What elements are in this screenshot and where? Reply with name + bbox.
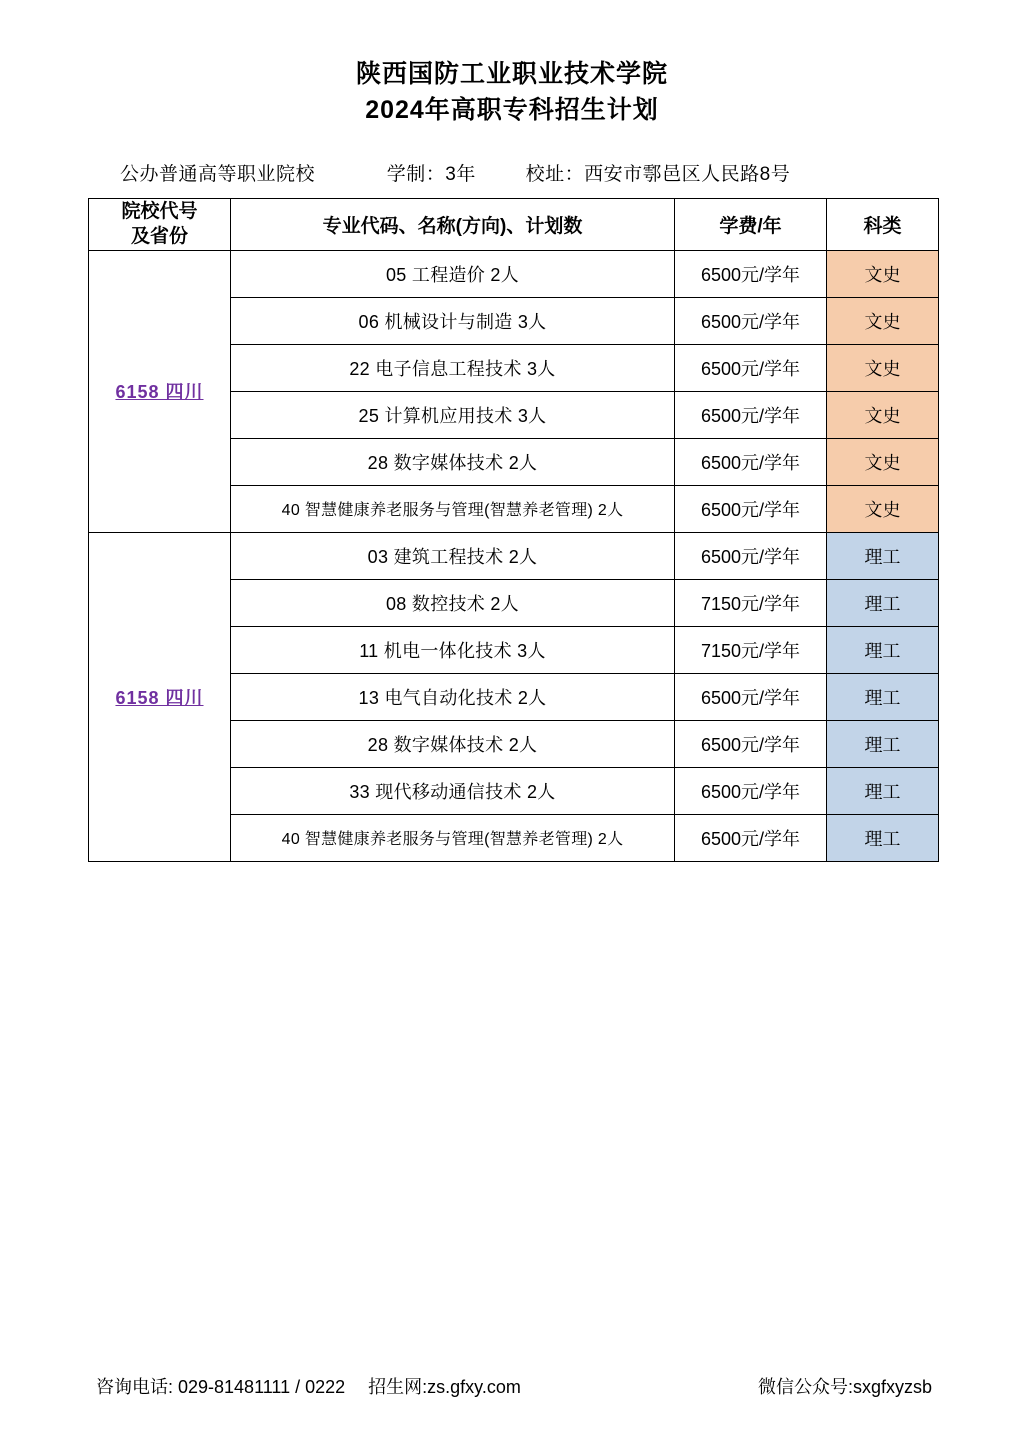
- category-cell: 理工: [827, 532, 939, 579]
- category-cell: 理工: [827, 814, 939, 861]
- footer-website: 招生网:zs.gfxy.com: [368, 1377, 521, 1397]
- fee-cell: 6500元/学年: [675, 250, 827, 297]
- column-header-fee: 学费/年: [675, 198, 827, 250]
- fee-cell: 7150元/学年: [675, 579, 827, 626]
- column-header-code-line1: 院校代号: [121, 200, 198, 222]
- major-cell: 11 机电一体化技术 3人: [231, 626, 675, 673]
- major-cell: 33 现代移动通信技术 2人: [231, 767, 675, 814]
- table-header-row: [89, 198, 939, 250]
- category-cell: 文史: [827, 297, 939, 344]
- school-address-text: 校址：西安市鄠邑区人民路8号: [525, 163, 791, 185]
- fee-cell: 6500元/学年: [675, 297, 827, 344]
- page-title: 陕西国防工业职业技术学院: [355, 60, 668, 88]
- major-cell: 25 计算机应用技术 3人: [231, 391, 675, 438]
- fee-cell: 6500元/学年: [675, 438, 827, 485]
- major-cell: 03 建筑工程技术 2人: [231, 532, 675, 579]
- column-header-code: [89, 198, 231, 250]
- school-type-text: 公办普通高等职业院校: [120, 163, 316, 185]
- major-cell: 28 数字媒体技术 2人: [231, 438, 675, 485]
- table-row: [89, 532, 939, 579]
- fee-cell: 6500元/学年: [675, 767, 827, 814]
- column-header-major: 专业代码、名称(方向)、计划数: [231, 198, 675, 250]
- footer-phone: 咨询电话: 029-81481111 / 0222: [96, 1377, 346, 1397]
- institution-code-cell: 6158 四川: [89, 250, 231, 532]
- major-cell: 22 电子信息工程技术 3人: [231, 344, 675, 391]
- category-cell: 理工: [827, 579, 939, 626]
- study-length-text: 学制：3年: [386, 163, 476, 185]
- fee-cell: 6500元/学年: [675, 720, 827, 767]
- table-row: [89, 250, 939, 297]
- category-cell: 文史: [827, 344, 939, 391]
- column-header-code-line2: 及省份: [130, 226, 188, 248]
- category-cell: 理工: [827, 767, 939, 814]
- fee-cell: 6500元/学年: [675, 344, 827, 391]
- column-header-category: 科类: [827, 198, 939, 250]
- fee-cell: 6500元/学年: [675, 391, 827, 438]
- school-info-line: [0, 159, 1024, 186]
- page-subtitle: 2024年高职专科招生计划: [365, 96, 659, 125]
- fee-cell: 7150元/学年: [675, 626, 827, 673]
- fee-cell: 6500元/学年: [675, 532, 827, 579]
- institution-code-cell: 6158 四川: [89, 532, 231, 861]
- admission-plan-table: [88, 198, 939, 862]
- major-cell: 08 数控技术 2人: [231, 579, 675, 626]
- page-footer: [0, 1373, 1024, 1399]
- fee-cell: 6500元/学年: [675, 673, 827, 720]
- fee-cell: 6500元/学年: [675, 485, 827, 532]
- major-cell: 40 智慧健康养老服务与管理(智慧养老管理) 2人: [231, 814, 675, 861]
- category-cell: 文史: [827, 391, 939, 438]
- major-cell: 13 电气自动化技术 2人: [231, 673, 675, 720]
- fee-cell: 6500元/学年: [675, 814, 827, 861]
- major-cell: 06 机械设计与制造 3人: [231, 297, 675, 344]
- category-cell: 文史: [827, 250, 939, 297]
- category-cell: 文史: [827, 438, 939, 485]
- document-title-block: [0, 0, 1024, 129]
- category-cell: 理工: [827, 626, 939, 673]
- major-cell: 05 工程造价 2人: [231, 250, 675, 297]
- footer-wechat: 微信公众号:sxgfxyzsb: [757, 1377, 932, 1397]
- category-cell: 理工: [827, 720, 939, 767]
- category-cell: 文史: [827, 485, 939, 532]
- category-cell: 理工: [827, 673, 939, 720]
- major-cell: 28 数字媒体技术 2人: [231, 720, 675, 767]
- footer-contact-group: [96, 1373, 521, 1399]
- major-cell: 40 智慧健康养老服务与管理(智慧养老管理) 2人: [231, 485, 675, 532]
